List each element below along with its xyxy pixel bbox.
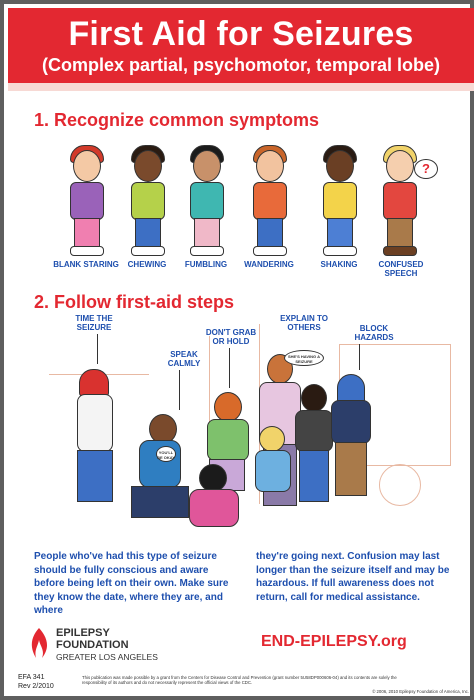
kid-shirt [70, 182, 104, 220]
logo-text-epilepsy: EPILEPSY [56, 627, 110, 639]
kid-shirt [253, 182, 287, 220]
seated-girl-dress [189, 489, 239, 527]
kid-shoes [323, 246, 357, 256]
kid-shoes [253, 246, 287, 256]
small-boy-shirt [255, 450, 291, 492]
kid-sweater [383, 182, 417, 220]
header-band [8, 83, 474, 91]
publication-code: EFA 341 [18, 674, 45, 681]
section-heading-first-aid: 2. Follow first-aid steps [34, 292, 235, 312]
kid-blank-staring [61, 144, 111, 256]
symptom-label: WANDERING [244, 260, 294, 269]
explaining-boy-jeans [299, 450, 329, 502]
step-label-explain-to-others: EXPLAIN TO OTHERS [280, 314, 328, 332]
symptom-label: CHEWING [127, 260, 167, 269]
page-subtitle: (Complex partial, psychomotor, temporal lobe) [41, 55, 441, 75]
step-pointer [229, 348, 230, 388]
kid-legs [74, 218, 100, 248]
boy-shirt [77, 394, 113, 452]
kid-legs [327, 218, 353, 248]
kid-shoes [190, 246, 224, 256]
explaining-boy-shirt [295, 410, 333, 452]
kid-shoes [383, 246, 417, 256]
step-label-time-the-seizure: TIME THE SEIZURE [75, 314, 113, 332]
blocking-boy-shirt [331, 400, 371, 444]
step-pointer [359, 344, 360, 370]
speech-bubble-seizure: SHE'S HAVING A SEIZURE [284, 350, 324, 366]
chair-sketch [379, 464, 421, 506]
kid-shirt [190, 182, 224, 220]
boy-red-cap [79, 369, 109, 397]
epilepsy-foundation-flame-icon [26, 626, 52, 660]
speech-bubble-okay: YOU'LL BE OKAY [156, 446, 176, 462]
kid-shoes [131, 246, 165, 256]
step-pointer [179, 370, 180, 410]
cdc-disclaimer: This publication was made possible by a grant from the Centers for Disease Control and Prevention (grant number 5U58DP000606-04) and its contents are solely the responsibility of its authors and do not necessarily represent the official views of the CDC. [82, 675, 397, 685]
kid-head [193, 150, 221, 182]
website-link[interactable]: END-EPILEPSY.org [261, 633, 407, 650]
small-boy-head [259, 426, 285, 452]
page-title: First Aid for Seizures [68, 15, 414, 53]
step-pointer [97, 334, 98, 364]
kid-legs [257, 218, 283, 248]
section-heading-symptoms: 1. Recognize common symptoms [34, 110, 320, 130]
kid-head [386, 150, 414, 182]
kid-fumbling [181, 144, 231, 256]
symptom-label: SHAKING [320, 260, 358, 269]
boy-jeans [77, 450, 113, 502]
girl-green-shirt [207, 419, 249, 461]
explaining-boy-head [301, 384, 327, 412]
symptom-label: FUMBLING [184, 260, 228, 269]
kid-head [326, 150, 354, 182]
kid-shoes [70, 246, 104, 256]
kid-chewing [122, 144, 172, 256]
first-aid-scene [19, 314, 464, 539]
logo-text-foundation: FOUNDATION [56, 639, 129, 651]
kid-head [73, 150, 101, 182]
blocking-boy-pants [335, 442, 367, 496]
kid-head [256, 150, 284, 182]
symptom-label: BLANK STARING [53, 260, 119, 269]
copyright: © 2006, 2010 Epilepsy Foundation of America, Inc. [372, 689, 469, 694]
kid-wandering [244, 144, 294, 256]
step-label-speak-calmly: SPEAK CALMLY [167, 350, 201, 368]
header-banner [8, 8, 474, 83]
kid-confused-speech [374, 144, 424, 256]
crouching-boy-jeans [131, 486, 189, 518]
body-text-left: People who've had this type of seizure should be fully conscious and aware before being left on their own. Make sure they know the date, where they are, and where [34, 551, 229, 616]
kid-legs [194, 218, 220, 248]
step-label-block-hazards: BLOCK HAZARDS [354, 324, 394, 342]
kid-shirt [323, 182, 357, 220]
revision-date: Rev 2/2010 [18, 683, 54, 690]
kid-legs [387, 218, 413, 248]
question-bubble: ? [414, 159, 438, 179]
kid-head [134, 150, 162, 182]
kid-legs [135, 218, 161, 248]
step-label-dont-grab: DON'T GRAB OR HOLD [205, 328, 257, 346]
body-text-right: they're going next. Confusion may last longer than the seizure itself and may be hazardous. If full awareness does not return, call for medical assistance. [256, 551, 450, 603]
kid-shaking [314, 144, 364, 256]
symptom-label: CONFUSED SPEECH [378, 260, 424, 278]
logo-region: GREATER LOS ANGELES [56, 652, 158, 662]
girl-red-hair [214, 392, 242, 422]
kid-shirt [131, 182, 165, 220]
seated-girl-hair [199, 464, 227, 492]
